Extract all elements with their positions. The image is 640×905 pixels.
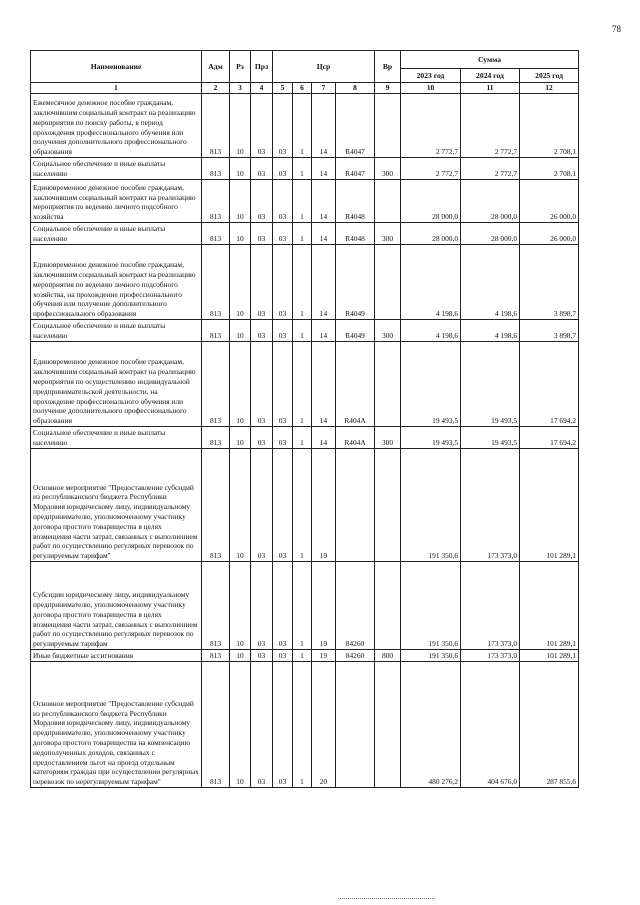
column-number: 12: [520, 83, 579, 94]
row-csr-part2: 1: [293, 94, 312, 158]
row-sum-2025: 2 708,1: [520, 158, 579, 180]
row-sum-2025: 101 289,1: [520, 562, 579, 650]
row-csr-part1: 03: [273, 650, 293, 662]
row-rz: 10: [230, 662, 251, 788]
row-adm: 813: [202, 427, 230, 449]
row-prz: 03: [251, 158, 273, 180]
row-name: Социальное обеспечение и иные выплаты населению: [31, 427, 202, 449]
row-sum-2023: 191 350,6: [401, 449, 461, 562]
row-csr-part2: 1: [293, 245, 312, 320]
row-sum-2025: 17 694,2: [520, 342, 579, 427]
row-csr-part1: 03: [273, 158, 293, 180]
header-year-2023: 2023 год: [401, 69, 461, 83]
table-row: [31, 245, 579, 320]
row-csr-part3: 14: [312, 223, 336, 245]
row-csr-part2: 1: [293, 650, 312, 662]
row-vr: [375, 449, 401, 562]
column-number: 4: [251, 83, 273, 94]
row-adm: 813: [202, 223, 230, 245]
row-csr-part3: 14: [312, 94, 336, 158]
table-row: [31, 320, 579, 342]
row-sum-2024: 173 373,0: [461, 650, 520, 662]
row-name: Единовременное денежное пособие гражданам, заключившим социальный контракт на реализацию мероприятия по ведению личного подсобного хозяйства: [31, 180, 202, 223]
row-name: Иные бюджетные ассигнования: [31, 650, 202, 662]
column-number: 3: [230, 83, 251, 94]
row-prz: 03: [251, 223, 273, 245]
row-sum-2023: 19 493,5: [401, 342, 461, 427]
row-csr-part2: 1: [293, 449, 312, 562]
row-csr-part3: 20: [312, 662, 336, 788]
row-sum-2024: 19 493,5: [461, 427, 520, 449]
table-row: [31, 94, 579, 158]
budget-table: [30, 50, 579, 788]
row-prz: 03: [251, 94, 273, 158]
row-sum-2024: 173 373,0: [461, 449, 520, 562]
row-csr-part4: R404A: [336, 427, 375, 449]
row-csr-part3: 14: [312, 320, 336, 342]
row-sum-2025: 26 000,0: [520, 223, 579, 245]
row-name: Единовременное денежное пособие гражданам, заключившим социальный контракт на реализацию мероприятия по ведению личного подсобного хозяйства, на прохождение профессионального обучения или получение дополнительного профессионального образования: [31, 245, 202, 320]
row-adm: 813: [202, 94, 230, 158]
row-vr: [375, 94, 401, 158]
row-vr: 800: [375, 650, 401, 662]
row-vr: 300: [375, 158, 401, 180]
row-rz: 10: [230, 320, 251, 342]
table-row: [31, 662, 579, 788]
row-csr-part2: 1: [293, 562, 312, 650]
row-rz: 10: [230, 223, 251, 245]
row-sum-2023: 191 350,6: [401, 650, 461, 662]
row-rz: 10: [230, 562, 251, 650]
header-vr: Вр: [375, 51, 401, 83]
table-row: [31, 650, 579, 662]
row-sum-2023: 2 772,7: [401, 94, 461, 158]
row-name: Социальное обеспечение и иные выплаты населению: [31, 320, 202, 342]
row-csr-part1: 03: [273, 94, 293, 158]
row-csr-part3: 19: [312, 650, 336, 662]
page-number: 78: [612, 24, 621, 34]
row-rz: 10: [230, 94, 251, 158]
header-year-2025: 2025 год: [520, 69, 579, 83]
row-vr: 300: [375, 320, 401, 342]
row-sum-2025: 17 694,2: [520, 427, 579, 449]
header-adm: Адм: [202, 51, 230, 83]
table-row: [31, 449, 579, 562]
row-csr-part2: 1: [293, 342, 312, 427]
column-number: 7: [312, 83, 336, 94]
row-adm: 813: [202, 320, 230, 342]
table-row: [31, 180, 579, 223]
header-csr: Цср: [273, 51, 375, 83]
row-prz: 03: [251, 562, 273, 650]
row-csr-part4: R404A: [336, 342, 375, 427]
row-name: Единовременное денежное пособие гражданам, заключившим социальный контракт на реализацию мероприятия по осуществлению индивидуальной предпринимательской деятельности, на прохождение профессионального обучения или получение дополнительного профессионального образования: [31, 342, 202, 427]
row-vr: 300: [375, 427, 401, 449]
row-csr-part2: 1: [293, 223, 312, 245]
row-adm: 813: [202, 662, 230, 788]
row-csr-part4: [336, 449, 375, 562]
row-vr: [375, 562, 401, 650]
row-rz: 10: [230, 180, 251, 223]
row-csr-part4: R4048: [336, 180, 375, 223]
row-adm: 813: [202, 650, 230, 662]
row-csr-part1: 03: [273, 223, 293, 245]
row-sum-2025: 101 289,1: [520, 449, 579, 562]
row-csr-part4: R4048: [336, 223, 375, 245]
row-name: Ежемесячное денежное пособие гражданам, заключившим социальный контракт на реализацию мероприятия по поиску работы, в период прохождения профессионального обучения или получения дополнительного профессионального образования: [31, 94, 202, 158]
table-body: [31, 83, 579, 788]
column-number: 11: [461, 83, 520, 94]
row-sum-2024: 404 676,0: [461, 662, 520, 788]
row-csr-part4: R4049: [336, 320, 375, 342]
row-csr-part4: 84260: [336, 562, 375, 650]
row-csr-part2: 1: [293, 158, 312, 180]
row-csr-part3: 14: [312, 180, 336, 223]
row-csr-part4: 84260: [336, 650, 375, 662]
row-sum-2024: 28 000,0: [461, 223, 520, 245]
row-csr-part1: 03: [273, 562, 293, 650]
row-csr-part1: 03: [273, 245, 293, 320]
row-csr-part1: 03: [273, 342, 293, 427]
row-sum-2023: 2 772,7: [401, 158, 461, 180]
row-sum-2025: 26 000,0: [520, 180, 579, 223]
row-csr-part2: 1: [293, 427, 312, 449]
row-csr-part3: 14: [312, 245, 336, 320]
header-sum: Сумма: [401, 51, 579, 69]
row-sum-2023: 28 000,0: [401, 223, 461, 245]
row-name: Основное мероприятие "Предоставление субсидий из республиканского бюджета Республики Мордовия юридическому лицу, индивидуальному предпринимателю, уполномоченному участнику договора простого товарищества в целях возмещения части затрат, связанных с выполнением работ по осуществлению регулярных перевозок по регулируемым тарифам": [31, 449, 202, 562]
row-adm: 813: [202, 158, 230, 180]
column-number: 10: [401, 83, 461, 94]
row-name: Социальное обеспечение и иные выплаты населению: [31, 158, 202, 180]
row-vr: [375, 342, 401, 427]
row-csr-part3: 19: [312, 562, 336, 650]
row-sum-2025: 287 855,6: [520, 662, 579, 788]
row-name: Субсидии юридическому лицу, индивидуальному предпринимателю, уполномоченному участнику договора простого товарищества в целях возмещения части затрат, связанных с выполнением работ по осуществлению регулярных перевозок по регулируемым тарифам: [31, 562, 202, 650]
header-prz: Прз: [251, 51, 273, 83]
row-sum-2024: 4 198,6: [461, 320, 520, 342]
row-sum-2024: 2 772,7: [461, 158, 520, 180]
header-name: Наименование: [31, 51, 202, 83]
row-csr-part4: [336, 662, 375, 788]
row-prz: 03: [251, 245, 273, 320]
row-sum-2023: 28 000,0: [401, 180, 461, 223]
row-prz: 03: [251, 342, 273, 427]
column-number: 6: [293, 83, 312, 94]
row-name: Социальное обеспечение и иные выплаты населению: [31, 223, 202, 245]
row-csr-part3: 14: [312, 427, 336, 449]
row-sum-2023: 4 198,6: [401, 245, 461, 320]
row-vr: [375, 662, 401, 788]
row-adm: 813: [202, 449, 230, 562]
row-rz: 10: [230, 158, 251, 180]
row-sum-2023: 191 350,6: [401, 562, 461, 650]
row-adm: 813: [202, 180, 230, 223]
row-sum-2024: 4 198,6: [461, 245, 520, 320]
column-number: 1: [31, 83, 202, 94]
row-rz: 10: [230, 427, 251, 449]
row-sum-2024: 19 493,5: [461, 342, 520, 427]
row-sum-2023: 480 276,2: [401, 662, 461, 788]
row-vr: [375, 180, 401, 223]
table-row: [31, 158, 579, 180]
row-prz: 03: [251, 449, 273, 562]
row-adm: 813: [202, 562, 230, 650]
row-prz: 03: [251, 320, 273, 342]
row-rz: 10: [230, 449, 251, 562]
row-csr-part3: 14: [312, 158, 336, 180]
row-csr-part1: 03: [273, 662, 293, 788]
row-prz: 03: [251, 650, 273, 662]
row-csr-part2: 1: [293, 662, 312, 788]
column-number: 8: [336, 83, 375, 94]
table-row: [31, 427, 579, 449]
table-row: [31, 342, 579, 427]
row-vr: [375, 245, 401, 320]
row-sum-2025: 2 708,1: [520, 94, 579, 158]
row-sum-2025: 3 898,7: [520, 245, 579, 320]
row-csr-part3: 19: [312, 449, 336, 562]
row-adm: 813: [202, 245, 230, 320]
row-csr-part3: 14: [312, 342, 336, 427]
row-csr-part2: 1: [293, 180, 312, 223]
row-name: Основное мероприятие "Предоставление субсидий из республиканского бюджета Республики Мордовия юридическому лицу, индивидуальному предпринимателю, уполномоченному участнику договора простого товарищества на компенсацию недополученных доходов, связанных с предоставлением льгот на проезд отдельным категориям граждан при осуществлении регулярных перевозок по нерегулируемым тарифам": [31, 662, 202, 788]
row-csr-part1: 03: [273, 180, 293, 223]
row-sum-2025: 101 289,1: [520, 650, 579, 662]
row-csr-part4: R4047: [336, 94, 375, 158]
column-number: 5: [273, 83, 293, 94]
column-numbers-row: [31, 83, 579, 94]
header-year-2024: 2024 год: [461, 69, 520, 83]
row-csr-part4: R4049: [336, 245, 375, 320]
table-row: [31, 223, 579, 245]
row-csr-part1: 03: [273, 320, 293, 342]
row-sum-2023: 4 198,6: [401, 320, 461, 342]
column-number: 2: [202, 83, 230, 94]
row-csr-part2: 1: [293, 320, 312, 342]
row-rz: 10: [230, 342, 251, 427]
row-sum-2024: 173 373,0: [461, 562, 520, 650]
row-sum-2024: 2 772,7: [461, 94, 520, 158]
row-sum-2024: 28 000,0: [461, 180, 520, 223]
bottom-divider: [340, 898, 435, 899]
row-prz: 03: [251, 427, 273, 449]
row-sum-2025: 3 898,7: [520, 320, 579, 342]
table-row: [31, 562, 579, 650]
row-csr-part1: 03: [273, 449, 293, 562]
row-csr-part1: 03: [273, 427, 293, 449]
row-prz: 03: [251, 662, 273, 788]
row-sum-2023: 19 493,5: [401, 427, 461, 449]
header-rz: Рз: [230, 51, 251, 83]
row-adm: 813: [202, 342, 230, 427]
row-rz: 10: [230, 650, 251, 662]
row-csr-part4: R4047: [336, 158, 375, 180]
row-vr: 300: [375, 223, 401, 245]
row-rz: 10: [230, 245, 251, 320]
row-prz: 03: [251, 180, 273, 223]
column-number: 9: [375, 83, 401, 94]
